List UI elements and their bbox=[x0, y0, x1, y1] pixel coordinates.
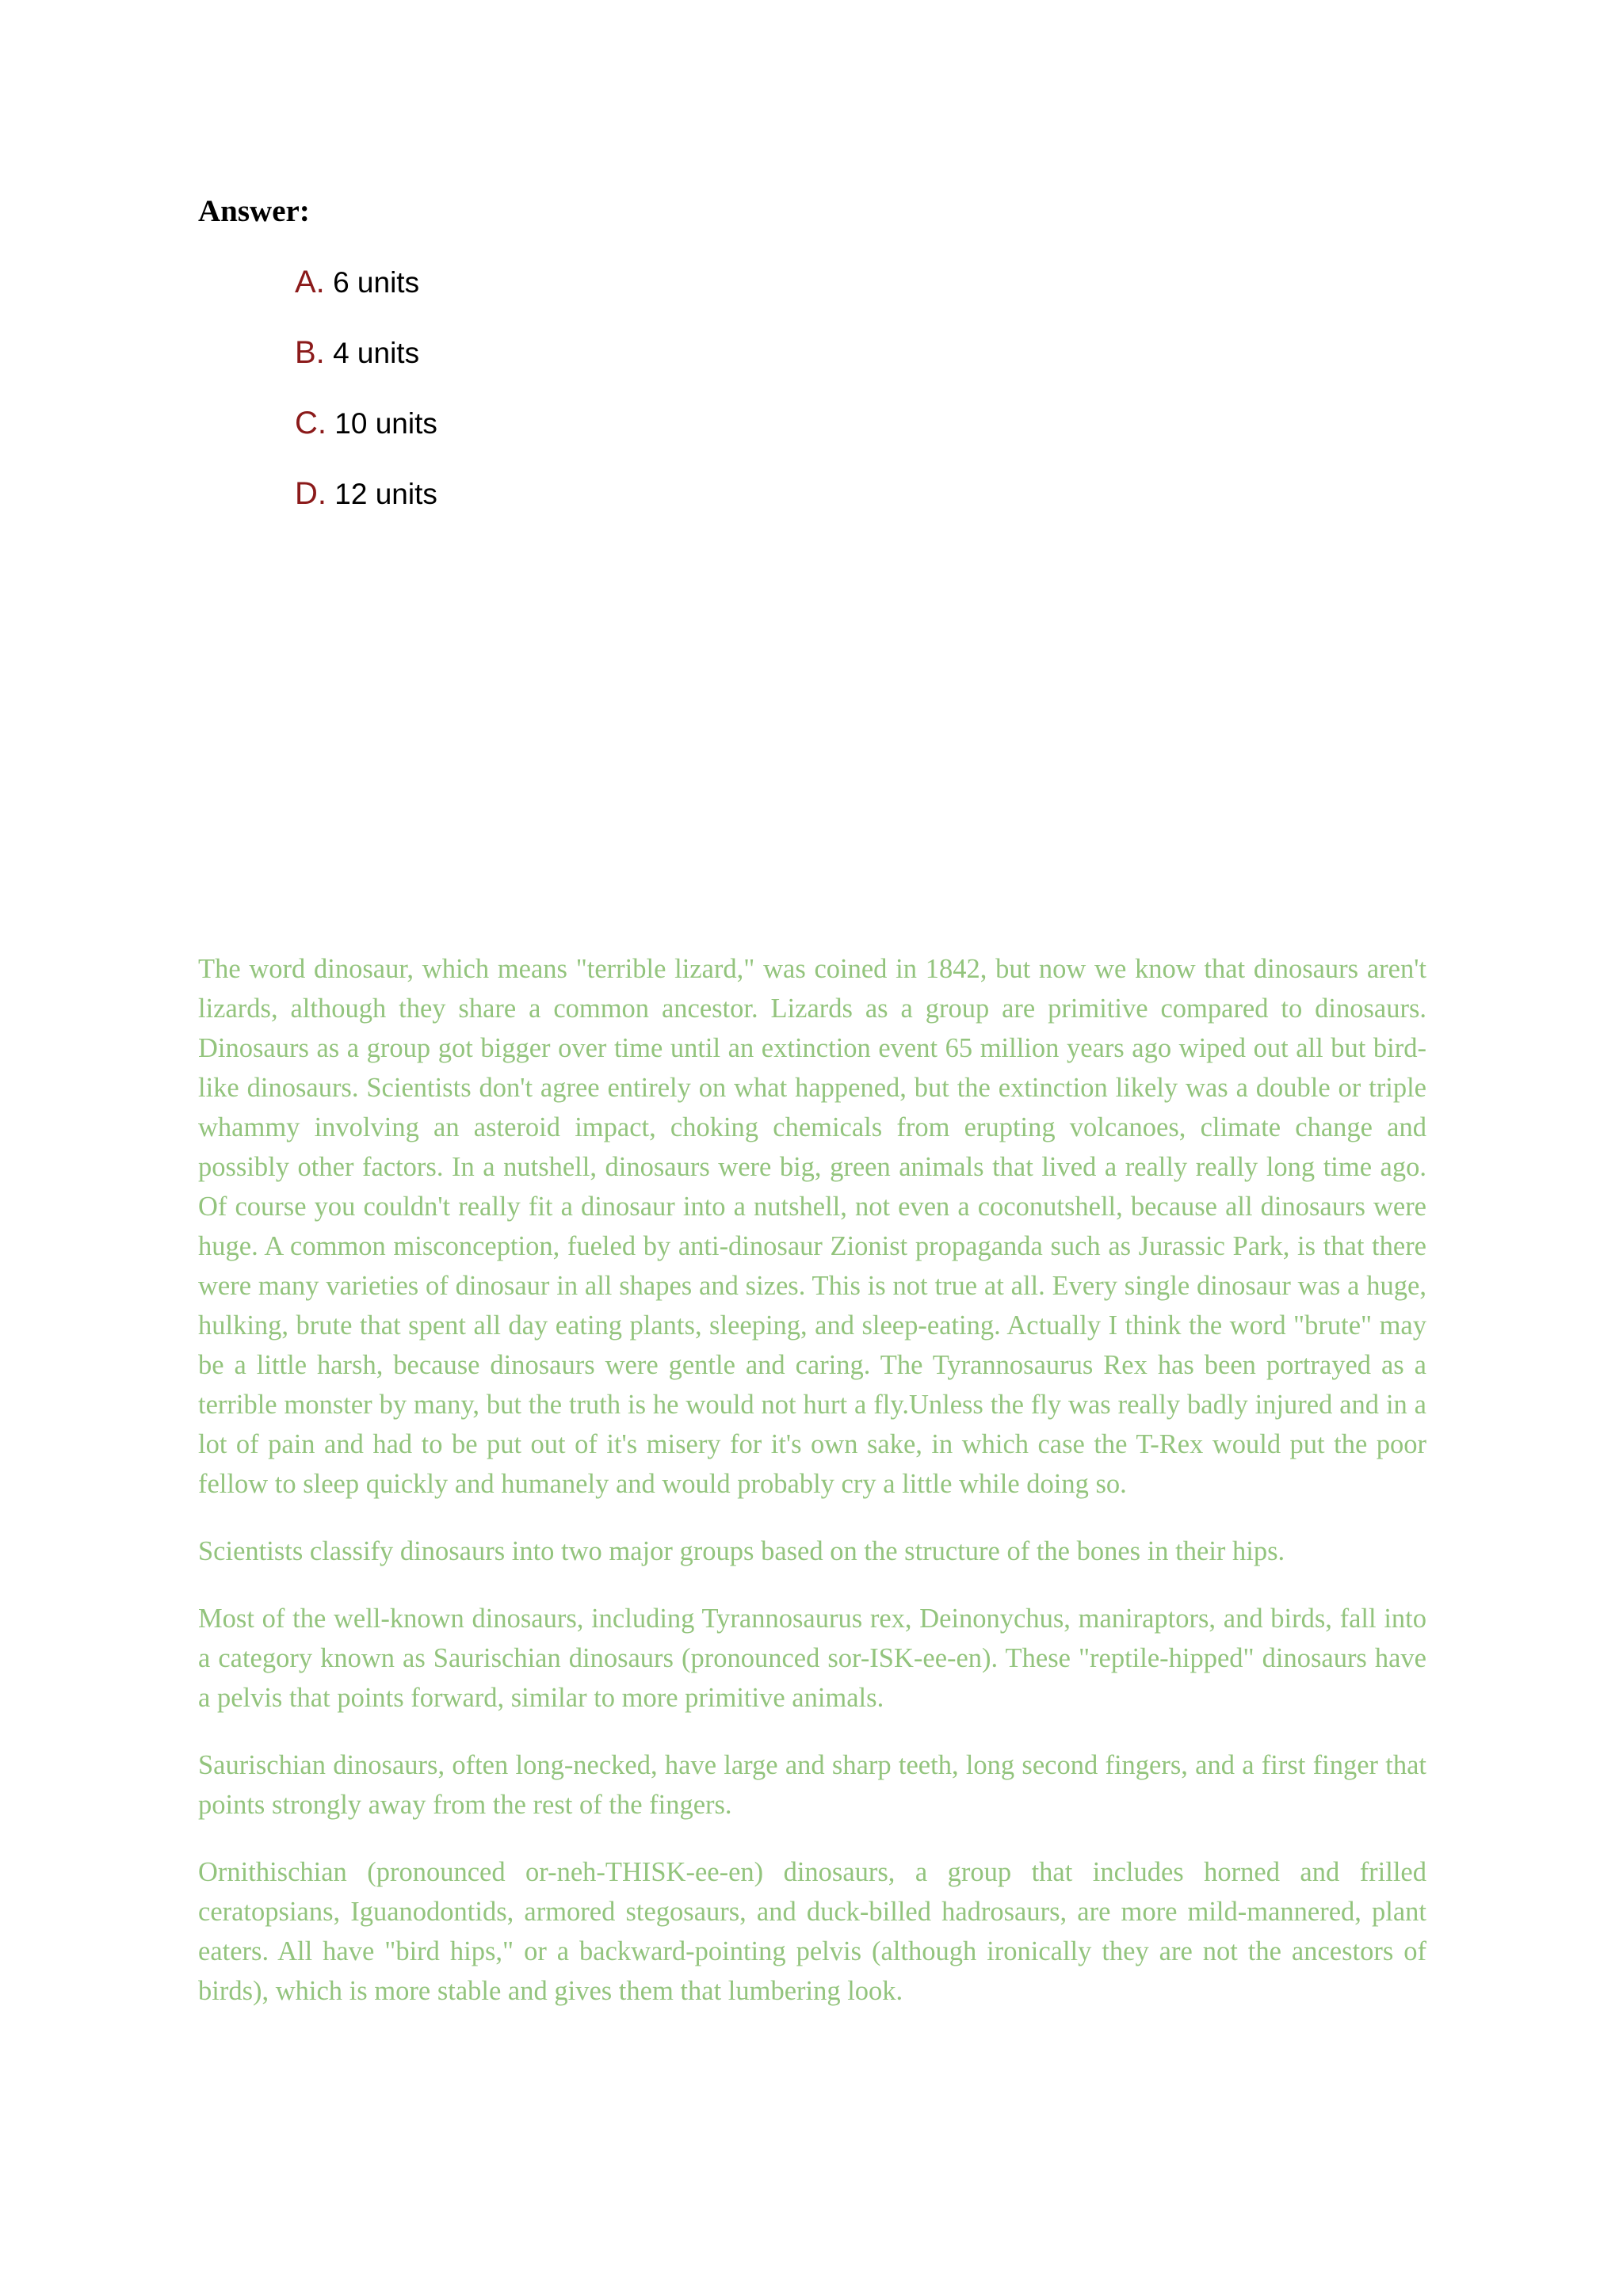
option-letter: B. bbox=[295, 335, 325, 370]
answer-option-a bbox=[295, 265, 437, 335]
passage-paragraph: The word dinosaur, which means "terrible lizard," was coined in 1842, but now we know that dinosaurs aren't lizards, although they share a common ancestor. Lizards as a group are primitive compared to dinosaurs. Dinosaurs as a group got bigger over time until an extinction event 65 million years ago wiped out all but bird-like dinosaurs. Scientists don't agree entirely on what happened, but the extinction likely was a double or triple whammy involving an asteroid impact, choking chemicals from erupting volcanoes, climate change and possibly other factors. In a nutshell, dinosaurs were big, green animals that lived a really really long time ago. Of course you couldn't really fit a dinosaur into a nutshell, not even a coconutshell, because all dinosaurs were huge. A common misconception, fueled by anti-dinosaur Zionist propaganda such as Jurassic Park, is that there were many varieties of dinosaur in all shapes and sizes. This is not true at all. Every single dinosaur was a huge, hulking, brute that spent all day eating plants, sleeping, and sleep-eating. Actually I think the word "brute" may be a little harsh, because dinosaurs were gentle and caring. The Tyrannosaurus Rex has been portrayed as a terrible monster by many, but the truth is he would not hurt a fly.Unless the fly was really badly injured and in a lot of pain and had to be put out of it's misery for it's own sake, in which case the T-Rex would put the poor fellow to sleep quickly and humanely and would probably cry a little while doing so. bbox=[198, 954, 1426, 1499]
passage-paragraph: Saurischian dinosaurs, often long-necked, have large and sharp teeth, long second fingers, and a first finger that points strongly away from the rest of the fingers. bbox=[198, 1750, 1426, 1820]
passage-paragraph: Ornithischian (pronounced or-neh-THISK-ee-en) dinosaurs, a group that includes horned and frilled ceratopsians, Iguanodontids, armored stegosaurs, and duck-billed hadrosaurs, are more mild-mannered, plant eaters. All have "bird hips," or a backward-pointing pelvis (although ironically they are not the ancestors of birds), which is more stable and gives them that lumbering look. bbox=[198, 1857, 1426, 2006]
answer-option-b bbox=[295, 335, 437, 406]
passage-paragraph: Most of the well-known dinosaurs, including Tyrannosaurus rex, Deinonychus, maniraptors, and birds, fall into a category known as Saurischian dinosaurs (pronounced sor-ISK-ee-en). These "reptile-hipped" dinosaurs have a pelvis that points forward, similar to more primitive animals. bbox=[198, 1604, 1426, 1713]
answer-heading: Answer: bbox=[198, 194, 310, 228]
option-text: 10 units bbox=[334, 407, 437, 440]
option-letter: C. bbox=[295, 406, 327, 441]
option-text: 12 units bbox=[334, 478, 437, 510]
answer-options-list bbox=[295, 265, 437, 547]
option-text: 4 units bbox=[333, 337, 420, 369]
option-letter: D. bbox=[295, 476, 327, 511]
option-text: 6 units bbox=[333, 266, 420, 299]
passage-paragraph: Scientists classify dinosaurs into two major groups based on the structure of the bones in their hips. bbox=[198, 1536, 1285, 1566]
option-letter: A. bbox=[295, 265, 325, 299]
dinosaur-passage bbox=[198, 949, 1426, 2039]
answer-option-d bbox=[295, 476, 437, 547]
answer-option-c bbox=[295, 406, 437, 476]
